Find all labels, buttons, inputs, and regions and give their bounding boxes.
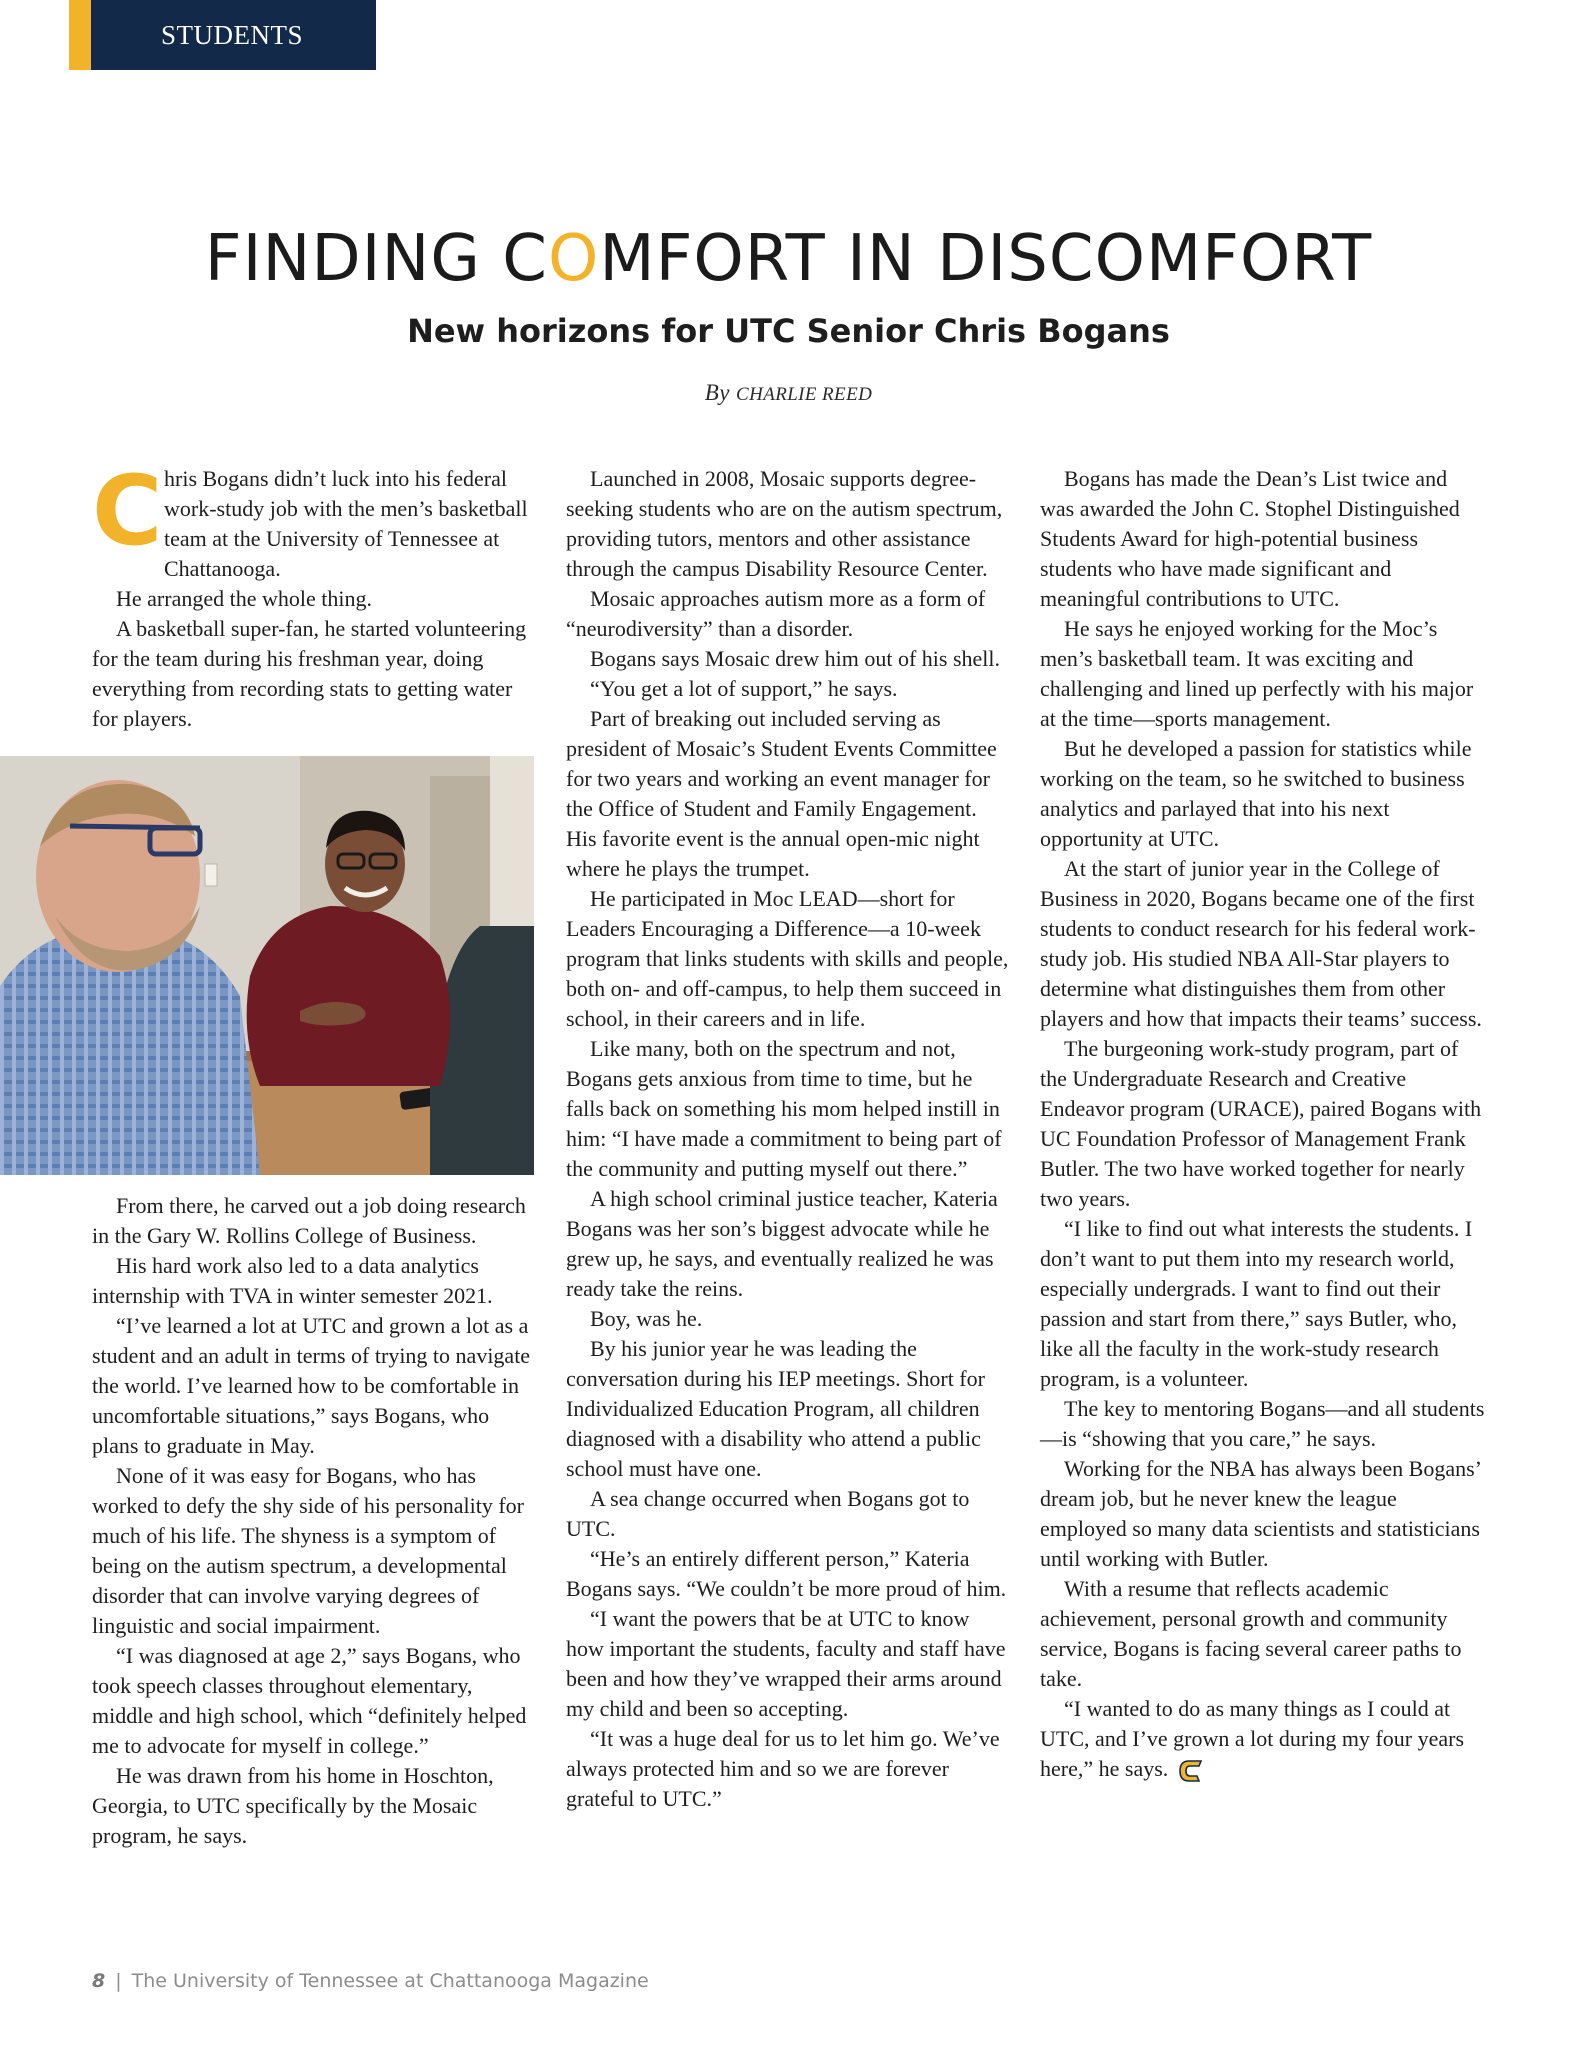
article-column-1-top [92, 455, 532, 734]
utc-c-logo-icon [1176, 1757, 1206, 1785]
paragraph [92, 455, 532, 584]
paragraph: He arranged the whole thing. [116, 586, 372, 611]
section-tab-accent [69, 0, 91, 70]
paragraph: Bogans says Mosaic drew him out of his shell. [590, 646, 1001, 671]
paragraph: A sea change occurred when Bogans got to UTC. [566, 1486, 970, 1541]
paragraph: “I want the powers that be at UTC to know how important the students, faculty and staff have been and how they’ve wrapped their arms around my child and been so accepting. [566, 1606, 1006, 1721]
paragraph: A high school criminal justice teacher, Kateria Bogans was her son’s biggest advocate while he grew up, he says, and eventually realized he was ready take the reins. [566, 1186, 998, 1301]
paragraph [1040, 1694, 1486, 1785]
paragraph: By his junior year he was leading the conversation during his IEP meetings. Short for Individualized Education Program, all children diagnosed with a disability who attend a public school must have one. [566, 1336, 985, 1481]
paragraph: He was drawn from his home in Hoschton, Georgia, to UTC specifically by the Mosaic program, he says. [92, 1763, 494, 1848]
page-number: 8 [92, 1970, 106, 1992]
byline [0, 380, 1577, 406]
article-column-2 [566, 464, 1012, 1814]
paragraph: None of it was easy for Bogans, who has worked to defy the shy side of his personality for much of his life. The shyness is a symptom of being on the autism spectrum, a developmental disorder that can involve varying degrees of linguistic and social impairment. [92, 1463, 524, 1638]
paragraph: Working for the NBA has always been Bogans’ dream job, but he never knew the league employed so many data scientists and statisticians until working with Butler. [1040, 1456, 1481, 1571]
paragraph: At the start of junior year in the College of Business in 2020, Bogans became one of the first students to conduct research for his federal work-study job. His studied NBA All-Star players to determine what distinguishes them from other players and how that impacts their teams’ success. [1040, 856, 1482, 1031]
section-tab [69, 0, 376, 70]
paragraph: Launched in 2008, Mosaic supports degree-seeking students who are on the autism spectrum, providing tutors, mentors and other assistance through the campus Disability Resource Center. [566, 466, 1003, 581]
paragraph: He says he enjoyed working for the Moc’s men’s basketball team. It was exciting and challenging and lined up perfectly with his major at the time—sports management. [1040, 616, 1474, 731]
paragraph: But he developed a passion for statistics while working on the team, so he switched to business analytics and parlayed that into his next opportunity at UTC. [1040, 736, 1472, 851]
paragraph: The key to mentoring Bogans—and all students—is “showing that you care,” he says. [1040, 1396, 1485, 1451]
publication-name: The University of Tennessee at Chattanooga Magazine [131, 1970, 649, 1992]
paragraph: The burgeoning work-study program, part of the Undergraduate Research and Creative Endeavor program (URACE), paired Bogans with UC Foundation Professor of Management Frank Butler. The two have worked together for nearly two years. [1040, 1036, 1482, 1211]
paragraph: “It was a huge deal for us to let him go. We’ve always protected him and so we are forever grateful to UTC.” [566, 1726, 1000, 1811]
subheadline: New horizons for UTC Senior Chris Bogans [407, 312, 1170, 350]
article-column-3 [1040, 464, 1486, 1785]
byline-prefix: By [704, 380, 730, 405]
headline-part-1: FINDING C [204, 222, 548, 296]
headline-part-2: MFORT IN DISCOMFORT [599, 222, 1373, 296]
headline [0, 222, 1577, 296]
paragraph: “You get a lot of support,” he says. [590, 676, 898, 701]
article-column-1-bottom [92, 1191, 532, 1851]
paragraph: Boy, was he. [590, 1306, 703, 1331]
article-photo [0, 756, 534, 1175]
paragraph-text: “I wanted to do as many things as I could at UTC, and I’ve grown a lot during my four years here,” he says. [1040, 1696, 1465, 1781]
paragraph: Mosaic approaches autism more as a form of “neurodiversity” than a disorder. [566, 586, 986, 641]
footer-separator: | [115, 1970, 122, 1992]
headline-accent-letter: O [547, 222, 600, 296]
paragraph: “I like to find out what interests the students. I don’t want to put them into my research world, especially undergrads. I want to find out their passion and start from there,” says Butler, who, like all the faculty in the work-study research program, is a volunteer. [1040, 1216, 1473, 1391]
paragraph: Bogans has made the Dean’s List twice and was awarded the John C. Stophel Distinguished Students Award for high-potential business students who have made significant and meaningful contributions to UTC. [1040, 466, 1460, 611]
page-footer [92, 1970, 649, 1992]
paragraph: His hard work also led to a data analytics internship with TVA in winter semester 2021. [92, 1253, 493, 1308]
paragraph: With a resume that reflects academic achievement, personal growth and community service, Bogans is facing several career paths to take. [1040, 1576, 1462, 1691]
paragraph: From there, he carved out a job doing research in the Gary W. Rollins College of Business. [92, 1193, 526, 1248]
paragraph: “I was diagnosed at age 2,” says Bogans, who took speech classes throughout elementary, middle and high school, which “definitely helped me to advocate for myself in college.” [92, 1643, 527, 1758]
photo-illustration [0, 756, 534, 1175]
paragraph: “He’s an entirely different person,” Kateria Bogans says. “We couldn’t be more proud of him. [566, 1546, 1007, 1601]
paragraph: He participated in Moc LEAD—short for Leaders Encouraging a Difference—a 10-week program that links students with skills and people, both on- and off-campus, to help them succeed in school, in their careers and in life. [566, 886, 1009, 1031]
byline-author: CHARLIE REED [736, 384, 873, 405]
section-label: STUDENTS [161, 20, 304, 50]
paragraph: “I’ve learned a lot at UTC and grown a lot as a student and an adult in terms of trying to navigate the world. I’ve learned how to be comfortable in uncomfortable situations,” says Bogans, who plans to graduate in May. [92, 1313, 531, 1458]
paragraph-text: hris Bogans didn’t luck into his federal work-study job with the men’s basketball team at the University of Tennessee at Chattanooga. [164, 466, 528, 581]
paragraph: A basketball super-fan, he started volunteering for the team during his freshman year, doing everything from recording stats to getting water for players. [92, 616, 527, 731]
drop-cap: C [92, 455, 163, 567]
paragraph: Part of breaking out included serving as president of Mosaic’s Student Events Committee for two years and working an event manager for the Office of Student and Family Engagement. His favorite event is the annual open-mic night where he plays the trumpet. [566, 706, 997, 881]
paragraph: Like many, both on the spectrum and not, Bogans gets anxious from time to time, but he falls back on something his mom helped instill in him: “I have made a commitment to being part of the community and putting myself out there.” [566, 1036, 1002, 1181]
